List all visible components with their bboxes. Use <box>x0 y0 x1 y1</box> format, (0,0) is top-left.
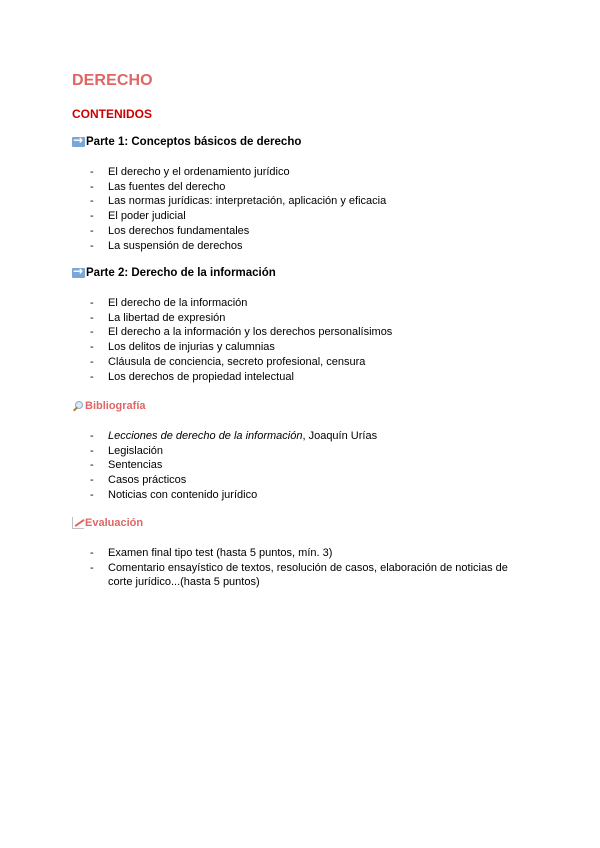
evaluacion-list <box>72 546 512 590</box>
parte1-list <box>72 165 386 253</box>
list-item: - Los derechos fundamentales <box>72 224 386 239</box>
contenidos-heading: CONTENIDOS <box>72 107 153 121</box>
arrow-right-icon <box>72 268 85 278</box>
parte2-heading <box>72 267 276 279</box>
list-item: - Legislación <box>72 444 377 459</box>
list-item: - Los delitos de injurias y calumnias <box>72 340 392 355</box>
chart-icon <box>72 517 84 529</box>
list-item: - Los derechos de propiedad intelectual <box>72 370 392 385</box>
parte1-heading <box>72 136 301 148</box>
list-item: - Sentencias <box>72 458 377 473</box>
parte1-heading-text: Parte 1: Conceptos básicos de derecho <box>86 136 302 148</box>
list-item: - Noticias con contenido jurídico <box>72 488 377 503</box>
list-item: - Examen final tipo test (hasta 5 puntos, mín. 3) <box>72 546 512 561</box>
list-item: - Casos prácticos <box>72 473 377 488</box>
list-item: - La libertad de expresión <box>72 311 392 326</box>
list-item: - El derecho y el ordenamiento jurídico <box>72 165 386 180</box>
list-item: - Las normas jurídicas: interpretación, aplicación y eficacia <box>72 194 386 209</box>
book-title: Lecciones de derecho de la información <box>108 430 303 442</box>
arrow-right-icon <box>72 137 85 147</box>
list-item: - Las fuentes del derecho <box>72 180 386 195</box>
list-item: - El poder judicial <box>72 209 386 224</box>
bibliografia-list <box>72 429 377 503</box>
parte2-list <box>72 296 392 384</box>
book-author: , Joaquín Urías <box>302 430 378 442</box>
list-item: - El derecho a la información y los derechos personalísimos <box>72 325 392 340</box>
page-title: DERECHO <box>72 72 153 89</box>
evaluacion-heading-text: Evaluación <box>85 517 144 529</box>
parte2-heading-text: Parte 2: Derecho de la información <box>86 267 276 279</box>
list-item: - La suspensión de derechos <box>72 239 386 254</box>
evaluacion-heading <box>72 517 143 529</box>
bibliografia-heading-text: Bibliografía <box>85 400 146 412</box>
list-item: - Cláusula de conciencia, secreto profesional, censura <box>72 355 392 370</box>
list-item: - El derecho de la información <box>72 296 392 311</box>
magnifier-icon <box>72 400 84 412</box>
list-item: - Comentario ensayístico de textos, resolución de casos, elaboración de noticias de corte jurídico...(hasta 5 puntos) <box>72 561 512 590</box>
list-item <box>72 429 377 444</box>
bibliografia-heading <box>72 400 146 412</box>
